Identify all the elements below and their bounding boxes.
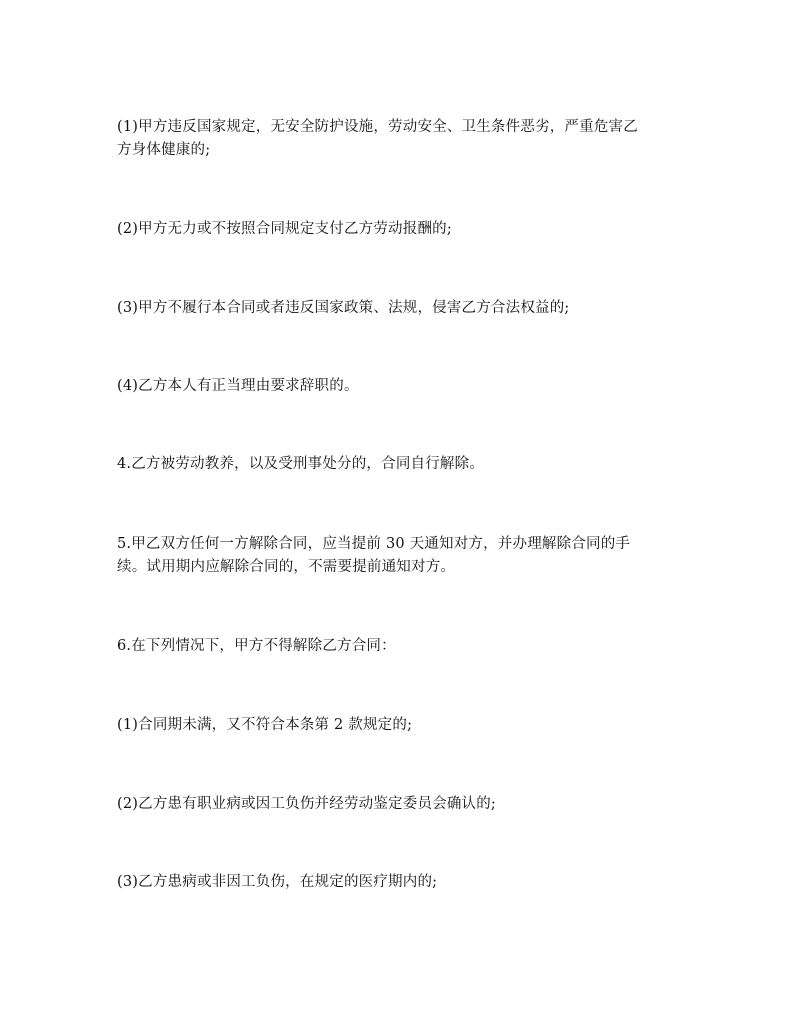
text-line: (1)合同期未满，又不符合本条第 2 款规定的;	[117, 717, 413, 733]
text-line: 续。试用期内应解除合同的，不需要提前通知对方。	[117, 559, 456, 575]
text-line: (3)甲方不履行本合同或者违反国家政策、法规，侵害乙方合法权益的;	[117, 300, 570, 316]
text-line: (2)甲方无力或不按照合同规定支付乙方劳动报酬的;	[117, 221, 452, 237]
item-6-paragraph	[117, 635, 677, 658]
clause-2-paragraph	[117, 218, 677, 241]
text-line: 6.在下列情况下，甲方不得解除乙方合同：	[117, 638, 396, 654]
clause-3-paragraph	[117, 297, 677, 320]
sub-clause-3-paragraph	[117, 871, 677, 894]
text-line: (3)乙方患病或非因工负伤，在规定的医疗期内的;	[117, 874, 438, 890]
text-line: 4.乙方被劳动教养，以及受刑事处分的，合同自行解除。	[117, 456, 485, 472]
item-4-paragraph	[117, 453, 677, 476]
item-5-paragraph	[117, 533, 677, 579]
text-line: (1)甲方违反国家规定，无安全防护设施，劳动安全、卫生条件恶劣，严重危害乙	[117, 119, 638, 135]
text-line: (4)乙方本人有正当理由要求辞职的。	[117, 378, 359, 394]
sub-clause-1-paragraph	[117, 714, 677, 737]
text-line: 方身体健康的;	[117, 142, 211, 158]
text-line: 5.甲乙双方任何一方解除合同，应当提前 30 天通知对方，并办理解除合同的手	[117, 536, 631, 552]
sub-clause-2-paragraph	[117, 793, 677, 816]
text-line: (2)乙方患有职业病或因工负伤并经劳动鉴定委员会确认的;	[117, 796, 497, 812]
clause-1-paragraph	[117, 116, 677, 162]
clause-4-paragraph	[117, 375, 677, 398]
